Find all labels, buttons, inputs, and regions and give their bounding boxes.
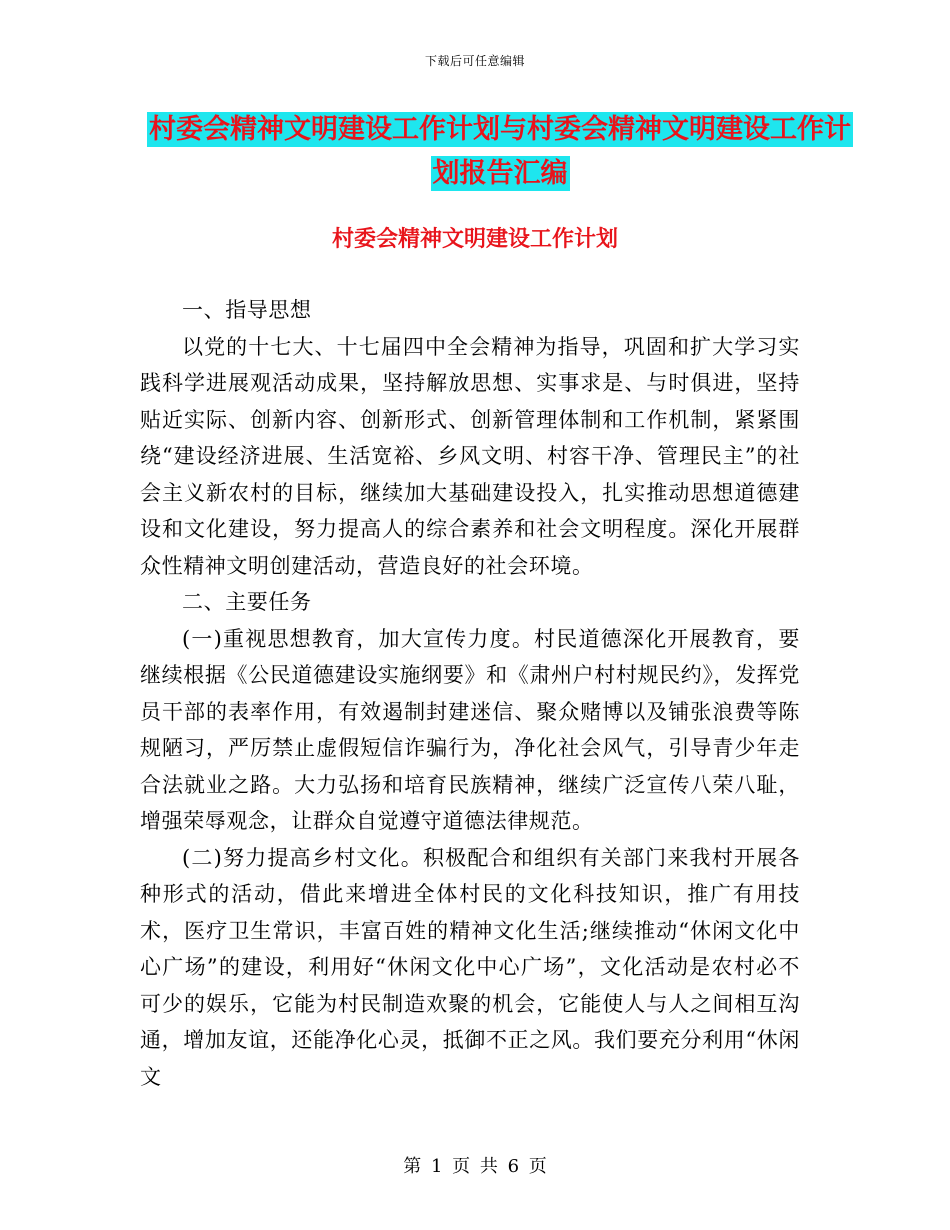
document-title-text: 村委会精神文明建设工作计划与村委会精神文明建设工作计划报告汇编 <box>149 114 851 189</box>
section-title: 村委会精神文明建设工作计划 <box>331 227 618 252</box>
heading-main-tasks: 二、主要任务 <box>182 590 312 614</box>
document-body <box>140 292 800 1095</box>
header-note: 下载后可任意编辑 <box>424 54 525 68</box>
page-footer: 第 1 页 共 6 页 <box>403 1156 547 1177</box>
paragraph-task-1: (一)重视思想教育，加大宣传力度。村民道德深化开展教育，要继续根据《公民道德建设实施纲要》和《肃州户村村规民约》，发挥党员干部的表率作用，有效遏制封建迷信、聚众赌博以及铺张浪费等陈规陋习，严厉禁止虚假短信诈骗行为，净化社会风气，引导青少年走合法就业之路。大力弘扬和培育民族精神，继续广泛宣传八荣八耻，增强荣辱观念，让群众自觉遵守道德法律规范。 <box>140 626 800 833</box>
paragraph-guiding-ideology: 以党的十七大、十七届四中全会精神为指导，巩固和扩大学习实践科学进展观活动成果，坚持解放思想、实事求是、与时俱进，坚持贴近实际、创新内容、创新形式、创新管理体制和工作机制，紧紧围绕“建设经济进展、生活宽裕、乡风文明、村容干净、管理民主”的社会主义新农村的目标，继续加大基础建设投入，扎实推动思想道德建设和文化建设，努力提高人的综合素养和社会文明程度。深化开展群众性精神文明创建活动，营造良好的社会环境。 <box>140 334 800 578</box>
document-title <box>140 108 860 196</box>
heading-guiding-ideology: 一、指导思想 <box>182 298 312 322</box>
paragraph-task-2: (二)努力提高乡村文化。积极配合和组织有关部门来我村开展各种形式的活动，借此来增进全体村民的文化科技知识，推广有用技术，医疗卫生常识，丰富百姓的精神文化生活;继续推动“休闲文化中心广场”的建设，利用好“休闲文化中心广场”，文化活动是农村必不可少的娱乐，它能为村民制造欢聚的机会，它能使人与人之间相互沟通，增加友谊，还能净化心灵，抵御不正之风。我们要充分利用“休闲文 <box>140 845 800 1089</box>
